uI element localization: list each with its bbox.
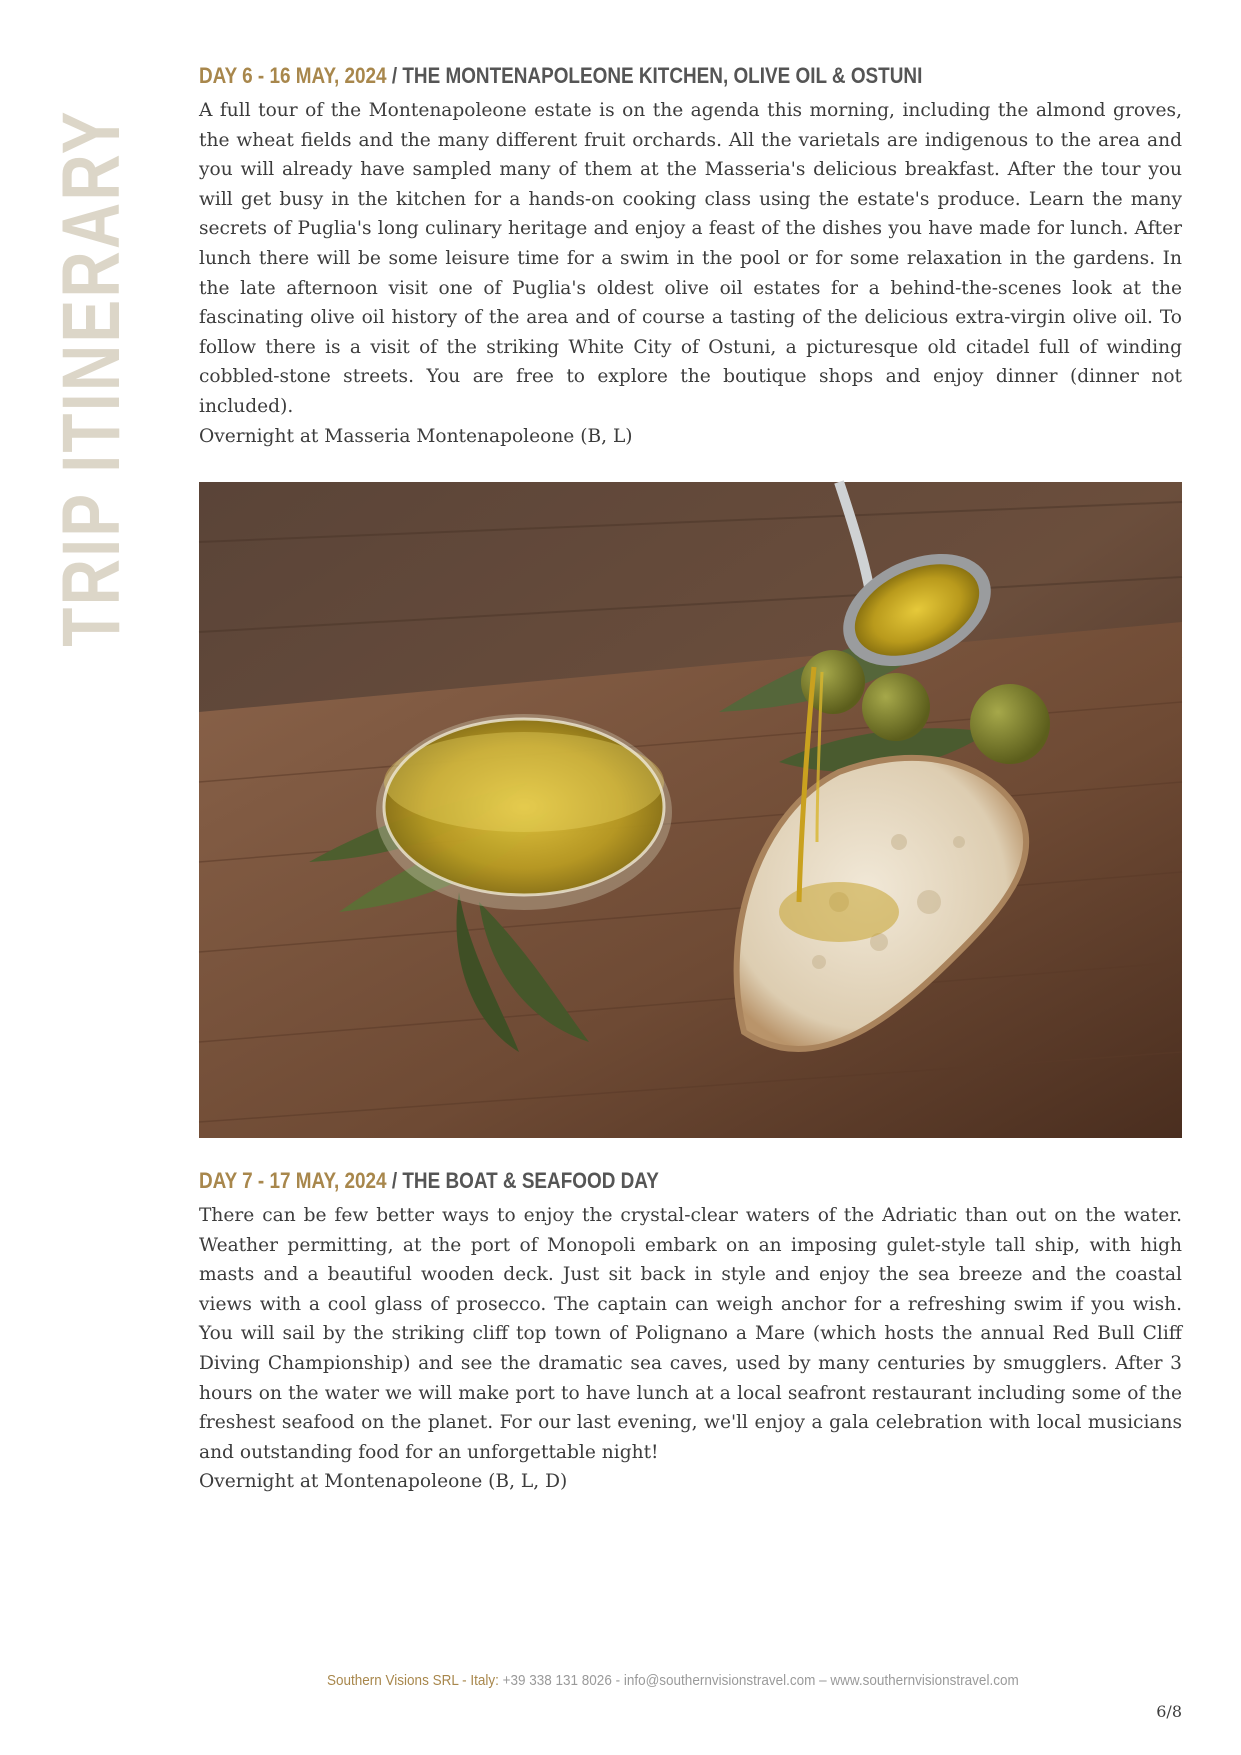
day-7-overnight: Overnight at Montenapoleone (B, L, D) xyxy=(199,1471,568,1493)
footer-company: Southern Visions SRL - Italy: xyxy=(327,1672,499,1689)
day-7-section xyxy=(199,1167,1182,1497)
day-6-overnight: Overnight at Masseria Montenapoleone (B, L) xyxy=(199,425,633,447)
day-7-description: There can be few better ways to enjoy the crystal-clear waters of the Adriatic than out on the water. Weather permitting, at the port of Monopoli embark on an imposing gulet-style tall ship, with high masts and a beautiful wooden deck. Just sit back in style and enjoy the sea breeze and the coastal views with a cool glass of prosecco. The captain can weigh anchor for a refreshing swim if you wish. You will sail by the striking cliff top town of Polignano a Mare (which hosts the annual Red Bull Cliff Diving Championship) and see the dramatic sea caves, used by many centuries by smugglers. After 3 hours on the water we will make port to have lunch at a local seafront restaurant including some of the freshest seafood on the planet. For our last evening, we'll enjoy a gala celebration with local musicians and outstanding food for an unforgettable night! xyxy=(199,1205,1182,1463)
page-number: 6/8 xyxy=(1156,1702,1182,1721)
day-6-description: A full tour of the Montenapoleone estate is on the agenda this morning, including the almond groves, the wheat fields and the many different fruit orchards. All the varietals are indigenous to the area and you will already have sampled many of them at the Masseria's delicious breakfast. After the tour you will get busy in the kitchen for a hands-on cooking class using the estate's produce. Learn the many secrets of Puglia's long culinary heritage and enjoy a feast of the dishes you have made for lunch. After lunch there will be some leisure time for a swim in the pool or for some relaxation in the gardens. In the late afternoon visit one of Puglia's oldest olive oil estates for a behind-the-scenes look at the fascinating olive oil history of the area and of course a tasting of the delicious extra-virgin olive oil. To follow there is a visit of the striking White City of Ostuni, a picturesque old citadel full of winding cobbled-stone streets. You are free to explore the boutique shops and enjoy dinner (dinner not included). xyxy=(199,100,1182,417)
day-6-section xyxy=(199,62,1182,451)
day-7-date: DAY 7 - 17 MAY, 2024 xyxy=(199,1168,387,1193)
olive-oil-bread-photo xyxy=(199,482,1182,1138)
day-7-title: / THE BOAT & SEAFOOD DAY xyxy=(386,1168,659,1193)
day-6-date: DAY 6 - 16 MAY, 2024 xyxy=(199,63,387,88)
sidebar-title xyxy=(46,88,137,668)
footer xyxy=(327,1672,1047,1689)
day-6-title: / THE MONTENAPOLEONE KITCHEN, OLIVE OIL & OSTUNI xyxy=(386,63,923,88)
sidebar-title-text: TRIP ITINERARY xyxy=(46,109,137,647)
day-7-heading xyxy=(199,1167,1044,1195)
day-6-heading xyxy=(199,62,1044,90)
footer-contact[interactable]: +39 338 131 8026 - info@southernvisionstravel.com – www.southernvisionstravel.com xyxy=(498,1672,1019,1689)
